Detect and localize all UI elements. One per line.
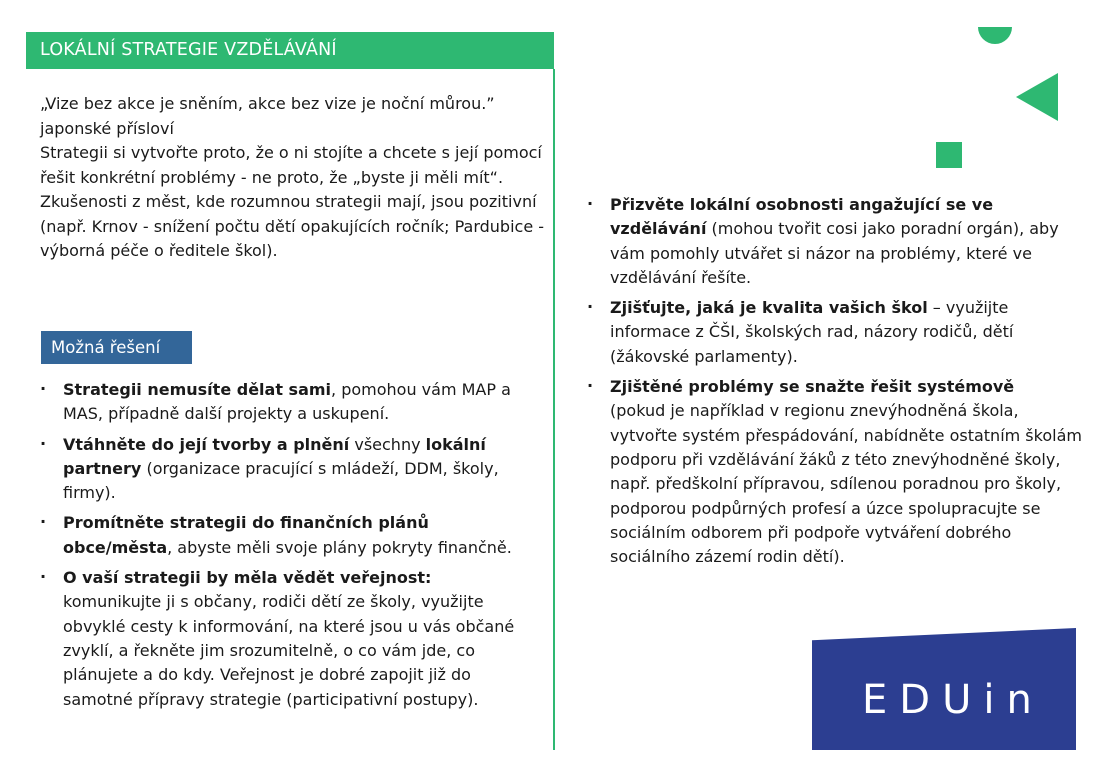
item-emphasis: Promítněte strategii do finančních plánů obce/města — [63, 513, 429, 557]
item-emphasis: : — [425, 568, 432, 588]
triangle-decoration-icon — [1016, 73, 1058, 121]
square-decoration-icon — [936, 142, 962, 168]
column-divider — [553, 69, 555, 750]
section-heading: Možná řešení — [41, 331, 192, 364]
semicircle-decoration-icon — [978, 10, 1012, 44]
list-item — [40, 433, 540, 506]
item-text: (organizace pracující s mládeží, DDM, školy, firmy). — [63, 458, 499, 503]
intro-section — [40, 92, 545, 264]
list-item — [40, 566, 540, 712]
item-text: všechny — [349, 434, 426, 454]
item-text: komunikujte ji s občany, rodiči dětí ze školy, využijte obvyklé cesty k informování, na které jsou u vás občané zvyklí, a řekněte jim srozumitelně, o co vám jde, co plánujete a do kdy. Veřejnost je dobré zapojit již do samotné přípravy strategie (participativní postupy). — [63, 592, 515, 709]
item-text: , abyste měli svoje plány pokryty finančně. — [167, 537, 512, 557]
list-item — [40, 511, 540, 560]
item-emphasis: Strategii nemusíte dělat sami — [63, 380, 332, 399]
item-text: (pokud je například v regionu znevýhodněná škola, vytvořte systém přespádování, nabídněte ostatním školám podporu při vzdělávání žáků z této znevýhodněné školy, např. předškolní přípravou, sdílenou poradnou pro školy, podporou podpůrných profesí a úzce spolupracujte se sociálním odborem při podpoře vytváření dobrého sociálního zázemí rodin dětí). — [610, 401, 1082, 567]
item-emphasis: lokální partnery — [63, 434, 486, 478]
intro-paragraph-1: Strategii si vytvořte proto, že o ni stojíte a chcete s její pomocí řešit konkrétní problémy - ne proto, že „byste ji měli mít“. — [40, 143, 542, 187]
eduin-logo: EDUin — [862, 677, 1044, 723]
left-solution-list — [40, 378, 540, 718]
item-text: , pomohou vám MAP a MAS, případně další projekty a uskupení. — [63, 380, 511, 424]
intro-paragraph-2: Zkušenosti z měst, kde rozumnou strategii mají, jsou pozitivní (např. Krnov - snížení počtu dětí opakujících ročník; Pardubice - výborná péče o ředitele škol). — [40, 192, 545, 260]
quote: „Vize bez akce je sněním, akce bez vize je noční můrou.” — [40, 94, 495, 113]
right-solution-list — [587, 193, 1082, 575]
item-text: – využijte informace z ČŠI, školských rad, názory rodičů, dětí (žákovské parlamenty). — [610, 298, 1014, 366]
item-emphasis: Vtáhněte do její tvorby a plnění — [63, 434, 350, 454]
item-text: (mohou tvořit cosi jako poradní orgán), aby vám pomohly utvářet si názor na problémy, které ve vzdělávání řešíte. — [610, 219, 1059, 287]
list-item — [587, 296, 1082, 369]
list-item — [587, 375, 1082, 569]
quote-source: japonské přísloví — [40, 118, 174, 138]
page-title: LOKÁLNÍ STRATEGIE VZDĚLÁVÁNÍ — [26, 32, 554, 69]
item-emphasis: Zjištěné problémy se snažte řešit systémově — [610, 377, 1015, 397]
list-item — [40, 378, 540, 427]
list-item — [587, 193, 1082, 290]
item-emphasis: Zjišťujte, jaká je kvalita vašich škol — [610, 298, 928, 318]
item-emphasis: Přizvěte lokální osobnosti angažující se ve vzdělávání — [610, 195, 994, 239]
item-emphasis: O vaší strategii by měla vědět veřejnost — [63, 568, 426, 588]
